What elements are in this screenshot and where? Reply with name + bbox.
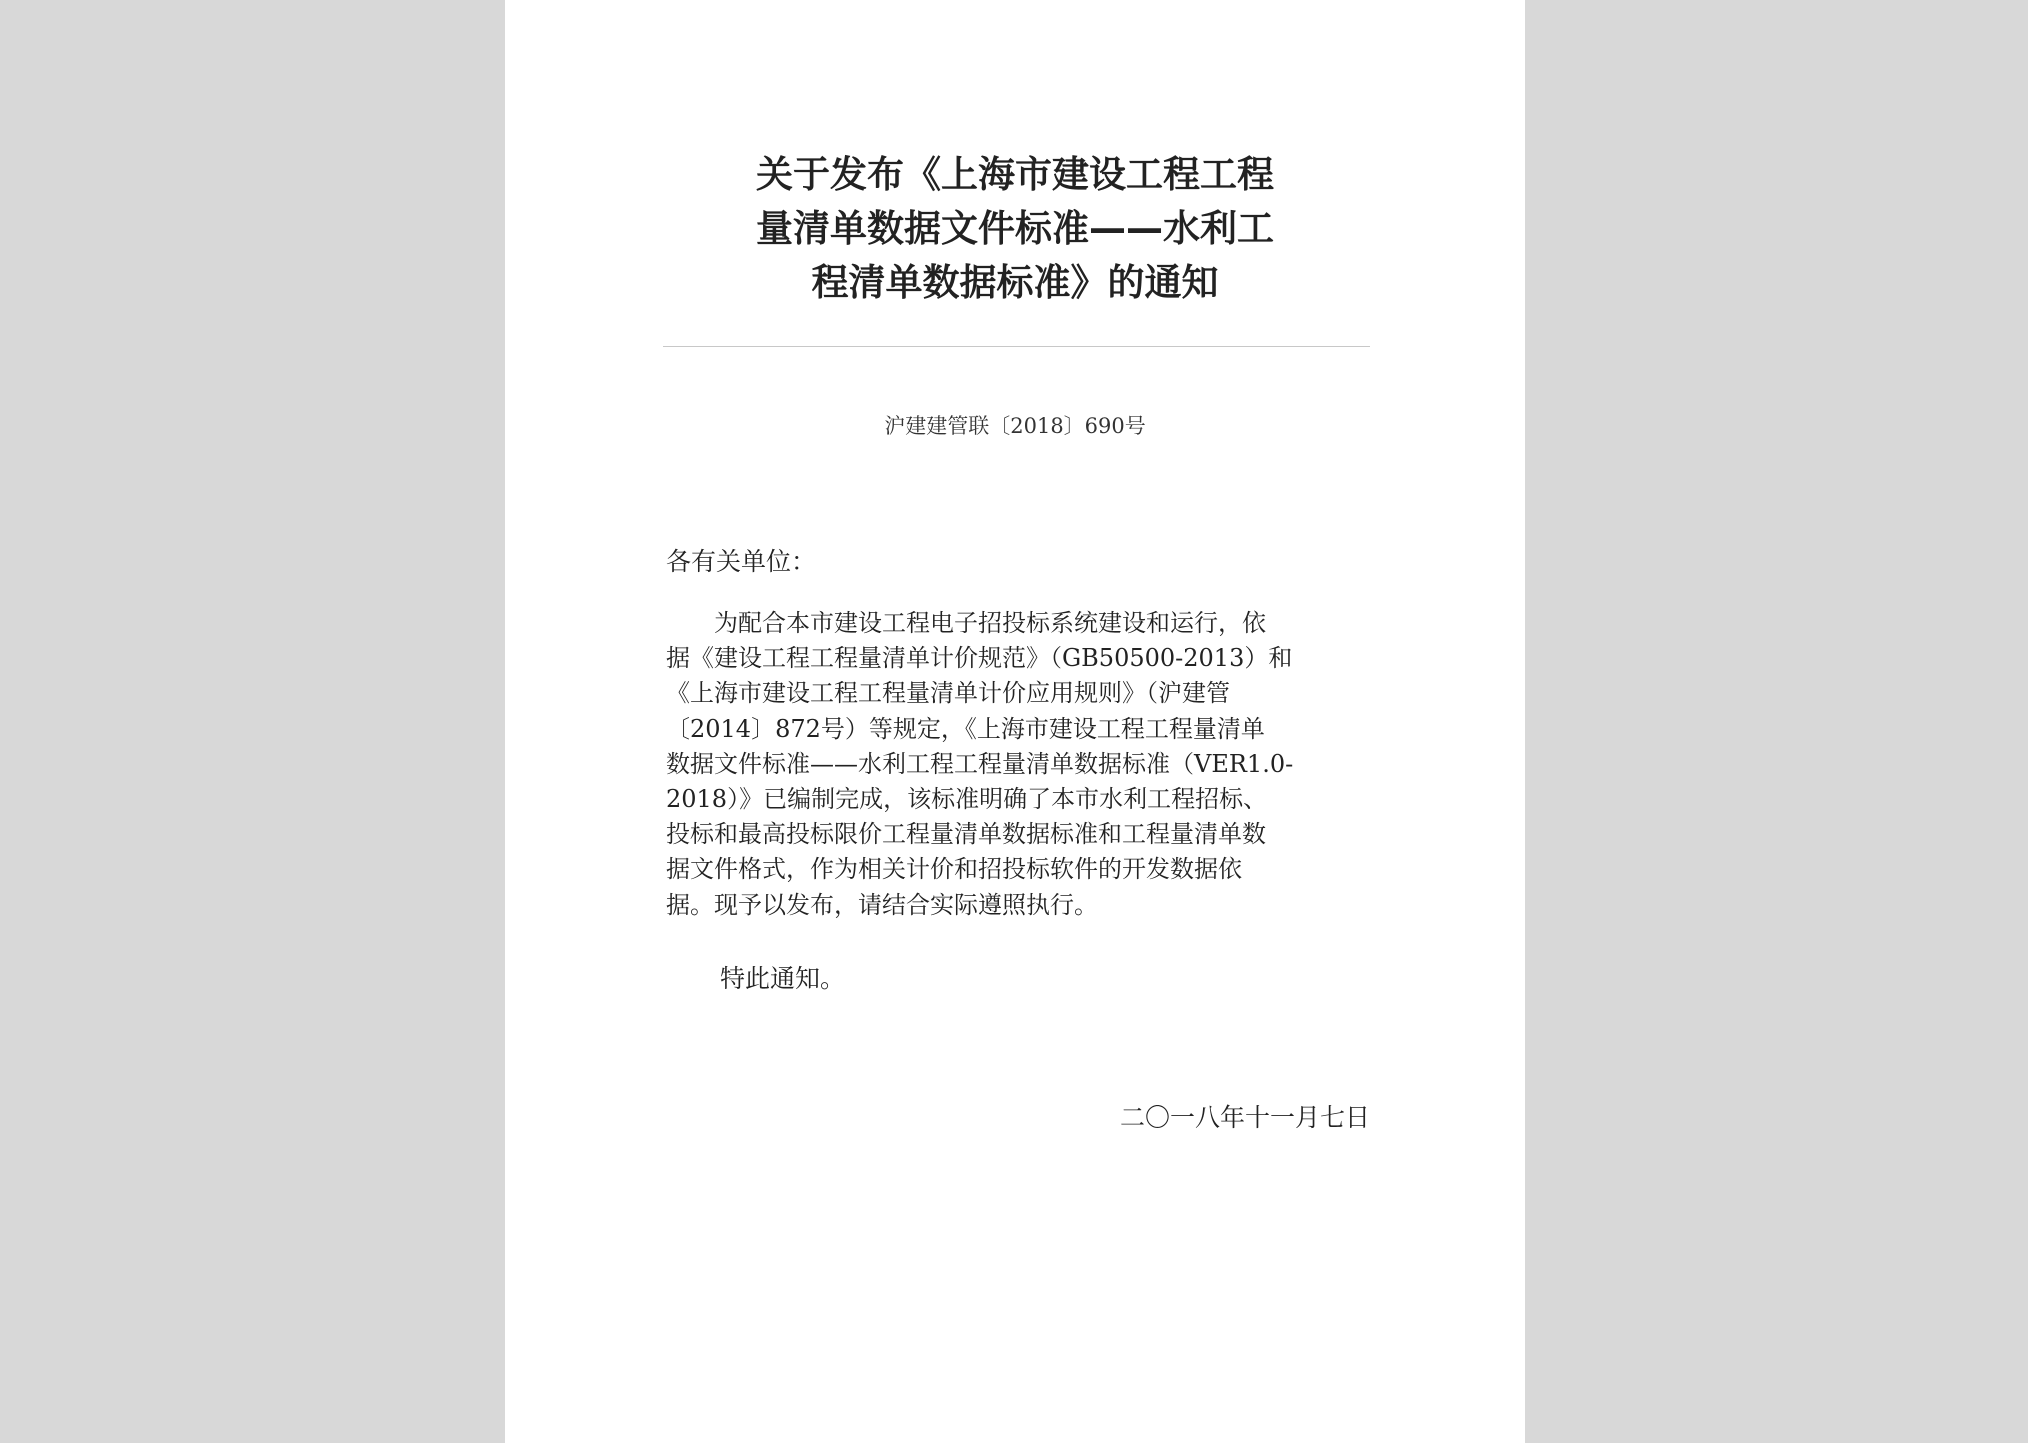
body-line: 2018）》已编制完成，该标准明确了本市水利工程招标、 xyxy=(666,785,1268,814)
body-line: 投标和最高投标限价工程量清单数据标准和工程量清单数 xyxy=(666,820,1266,849)
body-line: 数据文件标准——水利工程工程量清单数据标准（VER1.0- xyxy=(666,749,1294,778)
body-paragraph xyxy=(666,606,1371,923)
title-divider xyxy=(663,346,1370,347)
document-title xyxy=(505,148,1525,310)
body-line: 为配合本市建设工程电子招投标系统建设和运行，依 xyxy=(666,609,1266,637)
document-number: 沪建建管联〔2018〕690号 xyxy=(884,414,1146,438)
body-line: 据文件格式，作为相关计价和招投标软件的开发数据依 xyxy=(666,855,1242,884)
closing-text: 特此通知。 xyxy=(720,964,846,993)
body-line: 《上海市建设工程工程量清单计价应用规则》（沪建管 xyxy=(666,679,1230,708)
body-line: 据《建设工程工程量清单计价规范》（GB50500-2013）和 xyxy=(666,644,1293,673)
salutation: 各有关单位： xyxy=(666,547,817,576)
title-line: 关于发布《上海市建设工程工程 xyxy=(756,153,1274,196)
issue-date: 二〇一八年十一月七日 xyxy=(1119,1103,1370,1132)
body-line: 据。现予以发布，请结合实际遵照执行。 xyxy=(666,890,1098,919)
document-page xyxy=(505,0,1525,1443)
title-line: 程清单数据标准》的通知 xyxy=(811,261,1219,304)
title-line: 量清单数据文件标准——水利工 xyxy=(756,207,1274,250)
body-line: 〔2014〕872号）等规定，《上海市建设工程工程量清单 xyxy=(666,714,1265,743)
